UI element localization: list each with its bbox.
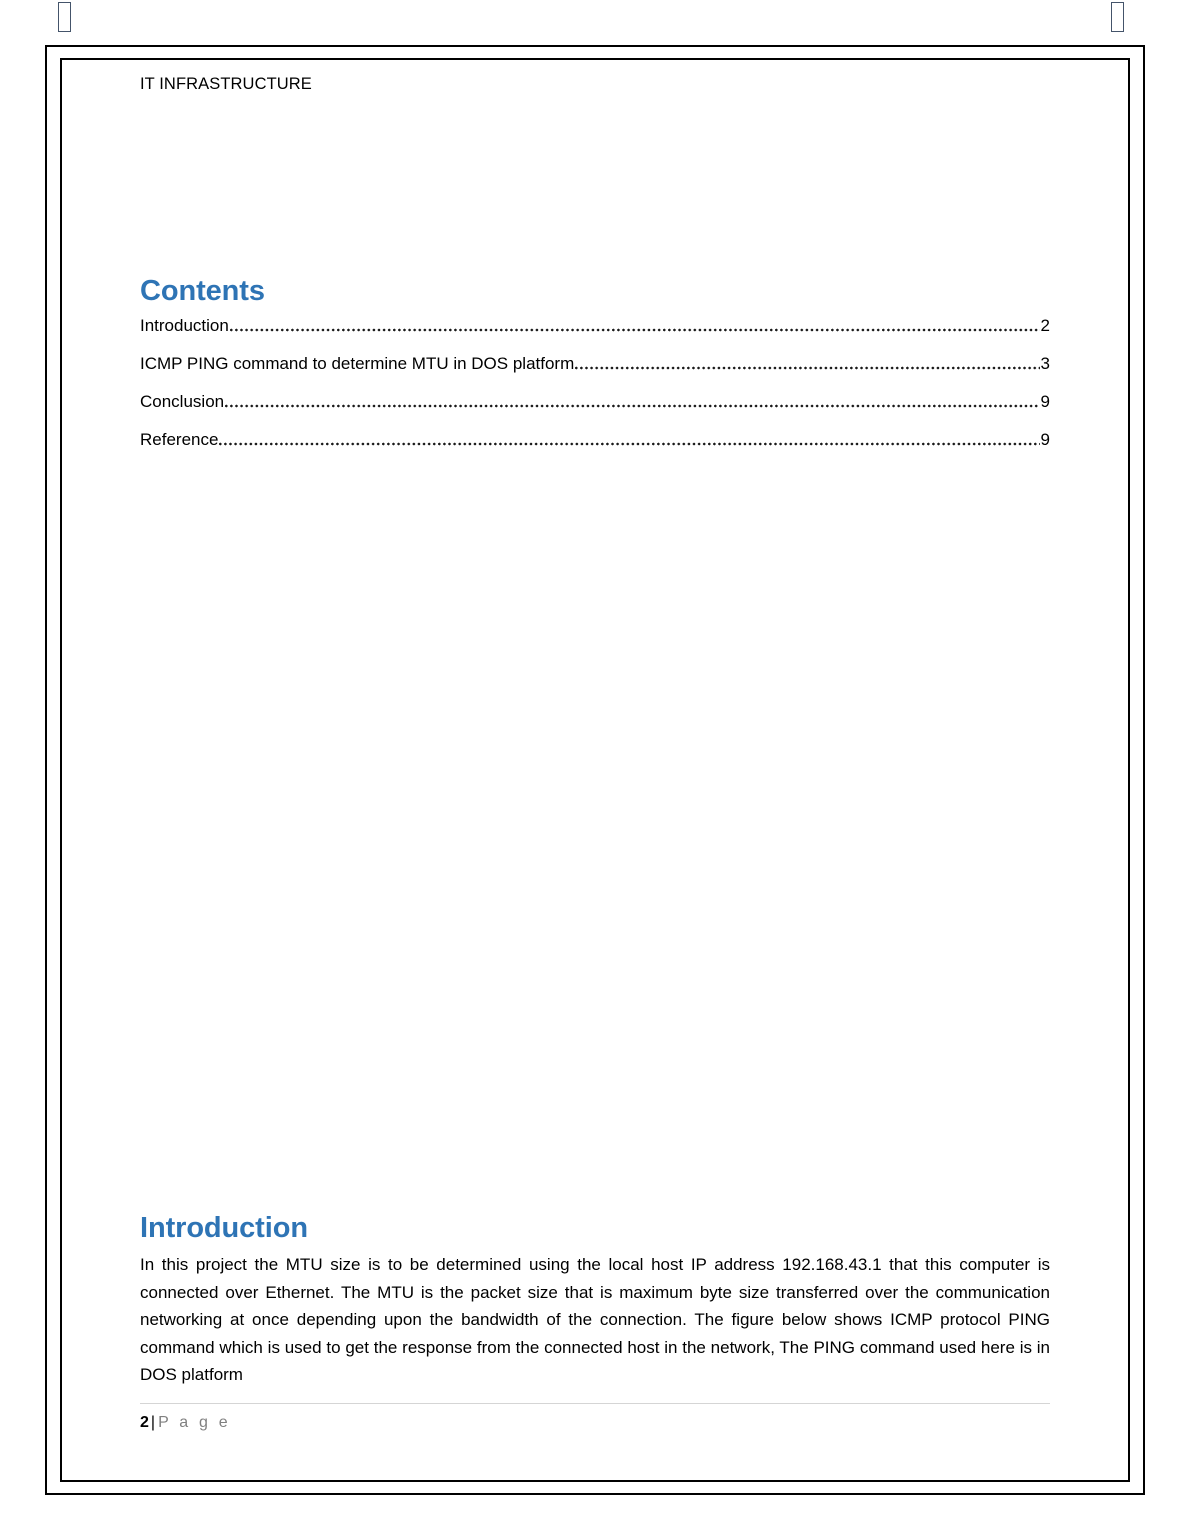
toc-entry-page: 3 <box>1040 353 1050 373</box>
toc-entry-page: 9 <box>1040 391 1050 411</box>
text-box-artifact-left <box>58 2 71 32</box>
page-footer <box>140 1403 1050 1432</box>
toc-leader-dots <box>230 326 1040 334</box>
introduction-heading: Introduction <box>140 1212 308 1244</box>
introduction-section <box>140 1212 1050 1389</box>
footer-page-label: P a g e <box>158 1414 231 1431</box>
running-header: IT INFRASTRUCTURE <box>140 75 312 93</box>
toc-leader-dots <box>225 402 1039 410</box>
toc-entry-title: Reference <box>140 429 219 449</box>
toc-entry-title: Introduction <box>140 315 229 335</box>
footer-content <box>140 1413 1050 1432</box>
introduction-paragraph: In this project the MTU size is to be determined using the local host IP address 192.168.43.1 that this computer is connected over Ethernet. The MTU is the packet size that is maximum byte size transferred over the communication networking at once depending upon the bandwidth of the connection. The figure below shows ICMP protocol PING command which is used to get the response from the connected host in the network, The PING command used here is in DOS platform <box>140 1255 1050 1385</box>
toc-leader-dots <box>575 364 1039 372</box>
footer-separator: | <box>150 1414 156 1431</box>
toc-entry-page: 2 <box>1040 315 1050 335</box>
toc-leader-dots <box>219 440 1039 448</box>
contents-heading: Contents <box>140 275 265 308</box>
toc-entry[interactable] <box>140 429 1050 452</box>
toc-entry[interactable] <box>140 353 1050 376</box>
toc-entry-title: ICMP PING command to determine MTU in DOS platform <box>140 353 575 373</box>
toc-entry[interactable] <box>140 315 1050 338</box>
page-content-area <box>62 60 1128 1480</box>
footer-page-number: 2 <box>140 1414 149 1431</box>
toc-entry-page: 9 <box>1040 429 1050 449</box>
toc-entry[interactable] <box>140 391 1050 414</box>
toc-entry-title: Conclusion <box>140 391 225 411</box>
toc-entry-list <box>140 315 1050 452</box>
text-box-artifact-right <box>1111 2 1124 32</box>
table-of-contents <box>140 275 1050 451</box>
